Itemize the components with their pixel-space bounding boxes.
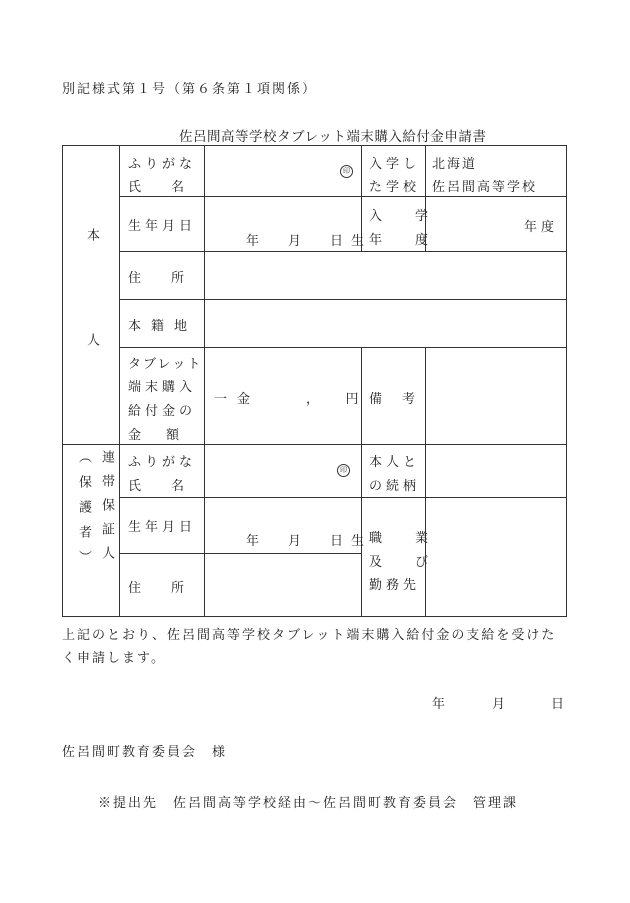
applicant-furigana-label: ふりがな bbox=[128, 157, 197, 172]
applicant-label: 本人 bbox=[84, 228, 99, 438]
applicant-stamp-icon: 印 bbox=[340, 165, 353, 178]
guarantor-birth-suffix: 年 月 日生 bbox=[246, 534, 373, 549]
form-title: 佐呂間高等学校タブレット端末購入給付金申請書 bbox=[179, 129, 487, 145]
guarantor-address-label: 住所 bbox=[128, 581, 215, 596]
domicile-label: 本籍地 bbox=[128, 319, 198, 334]
amount-label-3: 給付金の bbox=[128, 404, 197, 419]
date-day: 日 bbox=[551, 697, 565, 712]
submit-note: ※提出先 佐呂間高等学校経由～佐呂間町教育委員会 管理課 bbox=[98, 796, 519, 811]
relation-label-1: 本人と bbox=[369, 455, 421, 470]
guarantor-stamp-icon: 印 bbox=[337, 464, 350, 477]
applicant-name-label: 氏名 bbox=[128, 180, 215, 195]
date-year: 年 bbox=[432, 697, 446, 712]
guarantor-furigana-label: ふりがな bbox=[128, 455, 197, 470]
applicant-birth-suffix: 年 月 日生 bbox=[246, 234, 373, 249]
statement-line-1: 上記のとおり、佐呂間高等学校タブレット端末購入給付金の支給を受けた bbox=[62, 628, 557, 643]
amount-label-1: タブレット bbox=[128, 357, 203, 372]
enroll-label-1: 入 学 bbox=[369, 209, 439, 224]
job-label-2: 及 び bbox=[369, 555, 439, 570]
guarantor-label-left: （保護者） bbox=[76, 450, 91, 575]
amount-label-2: 端末購入 bbox=[128, 380, 197, 395]
job-label-1: 職 業 bbox=[369, 531, 439, 546]
addressee: 佐呂間町教育委員会 様 bbox=[62, 745, 228, 760]
enroll-label-2: 年 度 bbox=[369, 233, 439, 248]
school-value-1: 北海道 bbox=[432, 157, 478, 172]
amount-value: 一金 ， 円 bbox=[214, 392, 369, 407]
applicant-address-label: 住所 bbox=[128, 271, 215, 286]
remarks-label: 備考 bbox=[369, 392, 436, 407]
form-header: 別記様式第１号（第６条第１項関係） bbox=[62, 82, 318, 97]
amount-label-4: 金 額 bbox=[128, 428, 186, 443]
relation-label-2: の続柄 bbox=[369, 479, 421, 494]
date-month: 月 bbox=[492, 697, 506, 712]
school-label-2: た学校 bbox=[369, 180, 421, 195]
statement-line-2: く申請します。 bbox=[62, 651, 166, 666]
school-label-1: 入学し bbox=[369, 157, 421, 172]
guarantor-name-label: 氏名 bbox=[128, 479, 215, 494]
applicant-birth-label: 生年月日 bbox=[128, 219, 197, 234]
guarantor-birth-label: 生年月日 bbox=[128, 520, 197, 535]
enroll-suffix: 年度 bbox=[524, 220, 559, 235]
guarantor-label-right: 連帯保証人 bbox=[99, 450, 114, 570]
school-value-2: 佐呂間高等学校 bbox=[432, 180, 538, 195]
job-label-3: 勤務先 bbox=[369, 578, 421, 593]
